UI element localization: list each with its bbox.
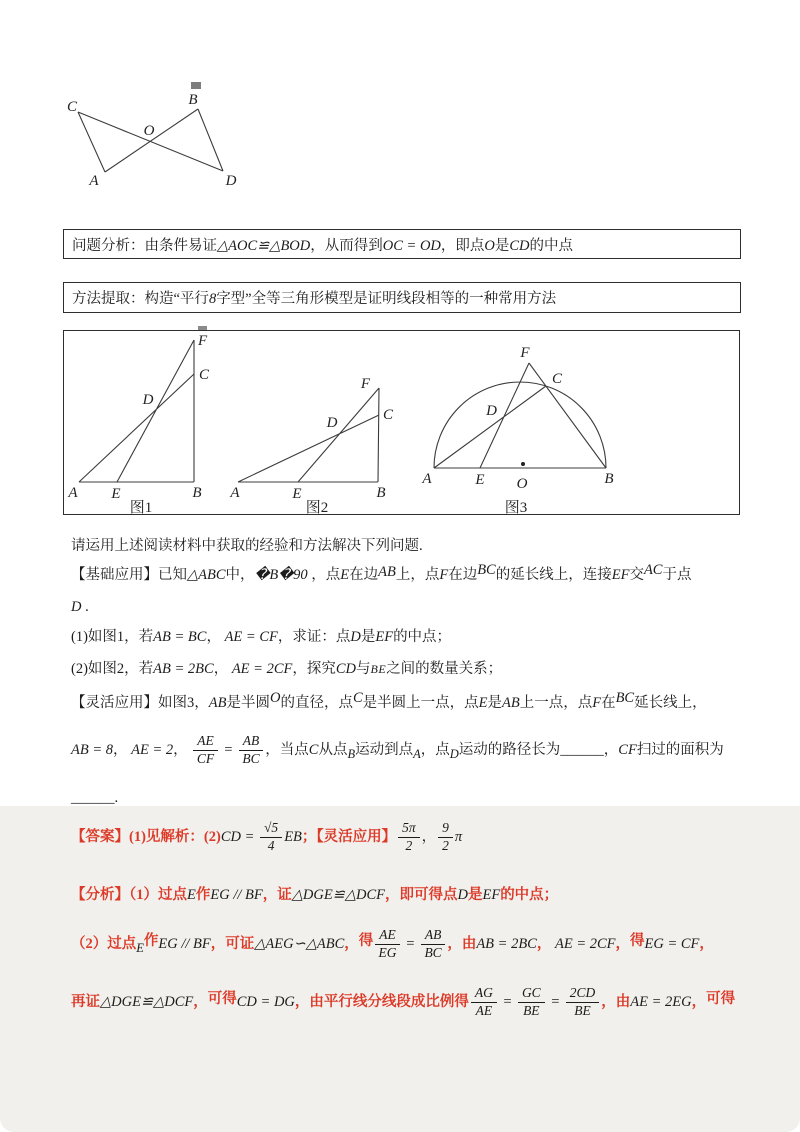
text-run: 延长线上， <box>634 695 707 711</box>
fig3-caption: 图3 <box>504 500 528 514</box>
text-run: 的中点； <box>393 629 452 645</box>
text-run: AB = 2BC <box>153 661 214 677</box>
fig1-label-F: F <box>198 333 208 349</box>
text-run: CD <box>335 661 357 677</box>
text-run: B <box>347 747 356 761</box>
text-run: 【答案】(1)见解析：(2) <box>71 829 221 845</box>
fig2-label-E: E <box>292 486 302 502</box>
text-run: (2)如图2，若 <box>71 661 154 677</box>
text-run: 上，点 <box>395 567 440 583</box>
bowtie-label-B: B <box>188 92 198 108</box>
text-run: EF <box>482 887 501 903</box>
text-run: AE = 2CF <box>554 936 616 952</box>
text-run: 的直径，点 <box>280 695 353 711</box>
text-run: ， <box>213 661 232 677</box>
text-run: EG = CF <box>644 936 700 952</box>
text-run: 是 <box>360 629 376 645</box>
figure-1-lines <box>79 340 194 482</box>
fig3-label-D: D <box>486 403 497 419</box>
text-run: 【分析】（1）过点 <box>71 887 187 903</box>
figures-box <box>63 330 740 515</box>
text-run: AE = 2 <box>131 742 174 758</box>
text-run: AC <box>643 562 663 578</box>
figures-svg <box>64 331 739 514</box>
text-run: 中， <box>225 567 255 583</box>
flexible-application-line <box>63 690 753 716</box>
text-run: 与 <box>356 661 371 677</box>
text-run: 得 <box>630 933 645 949</box>
fig1-label-D: D <box>142 392 154 408</box>
text-run: 【基础应用】已知 <box>71 567 187 583</box>
text-run: 运动的路径长为______， <box>458 742 619 758</box>
text-run: ，当点 <box>265 742 309 758</box>
blank-line <box>63 787 753 809</box>
text-run: 请运用上述阅读材料中获取的经验和方法解决下列问题. <box>71 538 423 554</box>
text-run: 上一点，点 <box>519 695 593 711</box>
figure-bowtie-AOC-BOD <box>63 88 747 208</box>
text-run: 的中点 <box>529 237 574 254</box>
text-run: 可证 <box>225 936 255 952</box>
text-run: 是半圆上一点，点 <box>362 695 479 711</box>
text-run: 可得 <box>207 991 237 1007</box>
text-run: ， <box>210 936 226 952</box>
text-run: 是 <box>487 695 502 711</box>
text-run: 问题分析：由条件易证 <box>72 237 217 254</box>
text-run: ，从而得到 <box>310 237 383 254</box>
fraction: $\frac{√5}{4}$ <box>260 821 282 854</box>
bowtie-label-A: A <box>89 173 99 189</box>
text-run: AB = 8 <box>71 742 113 758</box>
text-run: D <box>350 629 361 645</box>
text-run: 运动到点 <box>355 742 414 758</box>
fig1-label-E: E <box>111 486 121 502</box>
text-run: OC = OD <box>382 237 441 254</box>
text-run: ， <box>615 936 631 952</box>
fig2-label-C: C <box>383 407 394 423</box>
text-run: 由 <box>615 994 631 1010</box>
text-run: 在边 <box>448 567 478 583</box>
text-run: AB <box>378 564 396 580</box>
text-run: 8 <box>208 291 217 307</box>
text-run: 是 <box>494 237 510 254</box>
fraction: $\frac{2CD}{BE}$ <box>566 986 600 1019</box>
text-run: = <box>546 994 564 1010</box>
text-run: D <box>71 599 82 615</box>
text-run: ， <box>193 994 208 1010</box>
text-run: 是 <box>467 887 483 903</box>
intro-line <box>63 534 753 558</box>
method-extraction-text <box>72 287 740 308</box>
problem-analysis-box <box>63 229 741 259</box>
text-run: △ABC <box>187 567 226 583</box>
text-run: ， <box>173 742 192 758</box>
fraction: $\frac{AB}{BC}$ <box>239 734 264 767</box>
text-run: （2）过点 <box>71 936 137 952</box>
text-run: E <box>340 567 350 583</box>
text-run: △DGE≌△DCF <box>100 994 194 1010</box>
text-run: 由平行线分线段成比例得 <box>309 994 469 1010</box>
text-run: 可得 <box>706 991 736 1007</box>
text-run: C <box>308 742 319 758</box>
figure-3-lines <box>434 363 606 468</box>
bowtie-lines <box>78 109 223 172</box>
text-run: ， <box>344 936 359 952</box>
text-run: BC <box>615 690 635 706</box>
text-run: E <box>478 695 488 711</box>
text-run: = <box>401 936 419 952</box>
bowtie-label-O: O <box>143 123 155 139</box>
text-run: AB <box>208 695 227 711</box>
text-run: A <box>413 747 421 761</box>
text-run: 是半圆 <box>226 695 270 711</box>
text-run: ， <box>601 994 616 1010</box>
text-run: ， <box>262 887 278 903</box>
text-run: 从点 <box>318 742 348 758</box>
text-run: 的延长线上，连接 <box>495 567 612 583</box>
fraction: $\frac{GC}{BE}$ <box>518 986 545 1019</box>
analysis-line-1 <box>63 882 753 908</box>
fig3-label-E: E <box>475 472 485 488</box>
text-run: 于点 <box>662 567 692 583</box>
fig1-label-C: C <box>199 367 210 383</box>
text-run: △AEG∽△ABC <box>254 936 345 952</box>
text-run: 作 <box>195 887 211 903</box>
text-run: CD <box>509 237 530 254</box>
problem-analysis-text <box>72 234 740 255</box>
fig3-label-B: B <box>604 471 614 487</box>
text-run: EF <box>611 567 630 583</box>
text-run: = <box>498 994 516 1010</box>
fraction: $\frac{AE}{CF}$ <box>193 734 218 767</box>
text-run: AB = 2BC <box>476 936 537 952</box>
text-run: E <box>187 887 196 903</box>
text-run: EF <box>375 629 394 645</box>
text-run: 作 <box>143 933 159 949</box>
fig1-label-B: B <box>192 485 202 501</box>
fig2-caption: 图2 <box>305 500 329 514</box>
fig2-label-F: F <box>360 376 370 392</box>
text-run: EG // BF <box>158 936 211 952</box>
text-run: ，即点 <box>440 237 485 254</box>
text-run: 扫过的面积为 <box>636 742 724 758</box>
text-run: ，点 <box>420 742 450 758</box>
text-run: 由 <box>461 936 477 952</box>
text-run: (1)如图1，若 <box>71 629 154 645</box>
text-run: ； <box>301 829 317 845</box>
point-d-line <box>63 595 753 619</box>
fig1-label-A: A <box>68 485 78 501</box>
figure-2-lines <box>238 388 379 482</box>
text-run: . <box>81 599 89 615</box>
text-run: F <box>439 567 449 583</box>
text-run: ， <box>206 629 225 645</box>
fraction: $\frac{AB}{BC}$ <box>421 928 446 961</box>
text-run: 【灵活应用】 <box>316 829 397 845</box>
text-run: F <box>592 695 602 711</box>
fig3-label-F: F <box>520 345 530 361</box>
text-run: D <box>457 887 468 903</box>
text-run: 得 <box>358 933 374 949</box>
fraction: $\frac{5\pi}{2}$ <box>398 821 420 854</box>
bowtie-label-D: D <box>225 173 237 189</box>
text-run: AE = 2EG <box>630 994 692 1010</box>
text-run: ， <box>699 936 714 952</box>
text-run: ，探究 <box>292 661 336 677</box>
text-run: 再证 <box>71 994 100 1010</box>
text-run: ， <box>447 936 462 952</box>
fig2-label-A: A <box>230 485 240 501</box>
text-run: ， <box>113 742 132 758</box>
analysis-line-3 <box>63 977 753 1027</box>
text-run: 在 <box>601 695 616 711</box>
text-run: �B�90 <box>254 567 308 583</box>
text-run: BE <box>370 662 387 676</box>
answer-line <box>63 811 753 863</box>
fraction: $\frac{9}{2}$ <box>438 821 453 854</box>
fig3-center-dot <box>521 462 525 466</box>
fig2-label-B: B <box>376 485 386 501</box>
text-run: AB = BC <box>153 629 207 645</box>
text-run: △AOC≌△BOD <box>217 237 311 254</box>
text-run: ______. <box>71 790 119 806</box>
text-run: BC <box>477 562 496 578</box>
text-run: AB <box>501 695 520 711</box>
text-run: O <box>269 690 281 706</box>
text-run: △DGE≌△DCF <box>291 887 385 903</box>
fig1-caption: 图1 <box>129 500 153 514</box>
text-run: C <box>352 690 363 706</box>
text-run: ，即可得点 <box>384 887 458 903</box>
text-run: ，点 <box>307 567 341 583</box>
question-1-line <box>63 625 753 650</box>
fig2-label-D: D <box>326 415 338 431</box>
text-run: 之间的数量关系； <box>386 661 503 677</box>
fraction: $\frac{AE}{EG}$ <box>375 928 400 961</box>
text-run: ， <box>536 936 555 952</box>
text-run: ， <box>294 994 310 1010</box>
fig3-label-O: O <box>516 476 528 492</box>
text-run: 交 <box>629 567 644 583</box>
text-run: 在边 <box>349 567 379 583</box>
text-run: CD = <box>220 829 259 845</box>
text-run: 【灵活应用】如图3， <box>71 695 209 711</box>
fig3-label-C: C <box>552 371 563 387</box>
text-run: 证 <box>277 887 292 903</box>
text-run: AE = CF <box>224 629 278 645</box>
text-run: CD = DG <box>236 994 295 1010</box>
text-run: EB <box>284 829 302 845</box>
method-extraction-box <box>63 282 741 313</box>
text-run: ， <box>421 829 437 845</box>
text-run: O <box>484 237 495 254</box>
text-run: E <box>136 941 144 955</box>
text-run: AE = 2CF <box>231 661 293 677</box>
text-run: ，求证：点 <box>277 629 351 645</box>
text-run: ， <box>691 994 707 1010</box>
conditions-line <box>63 727 753 773</box>
text-run: 的中点； <box>500 887 559 903</box>
fraction: $\frac{AG}{AE}$ <box>471 986 497 1019</box>
basic-application-line <box>63 559 753 591</box>
fig3-label-A: A <box>422 471 432 487</box>
text-run: EG // BF <box>210 887 263 903</box>
text-run: π <box>454 829 463 845</box>
question-2-line <box>63 657 753 682</box>
text-run: = <box>219 742 237 758</box>
text-run: 字型”全等三角形模型是证明线段相等的一种常用方法 <box>216 291 557 307</box>
bowtie-label-C: C <box>66 99 78 115</box>
text-run: 方法提取：构造“平行 <box>72 291 209 307</box>
text-run: CF <box>618 742 637 758</box>
text-run: D <box>449 747 459 761</box>
analysis-line-2 <box>63 919 753 969</box>
